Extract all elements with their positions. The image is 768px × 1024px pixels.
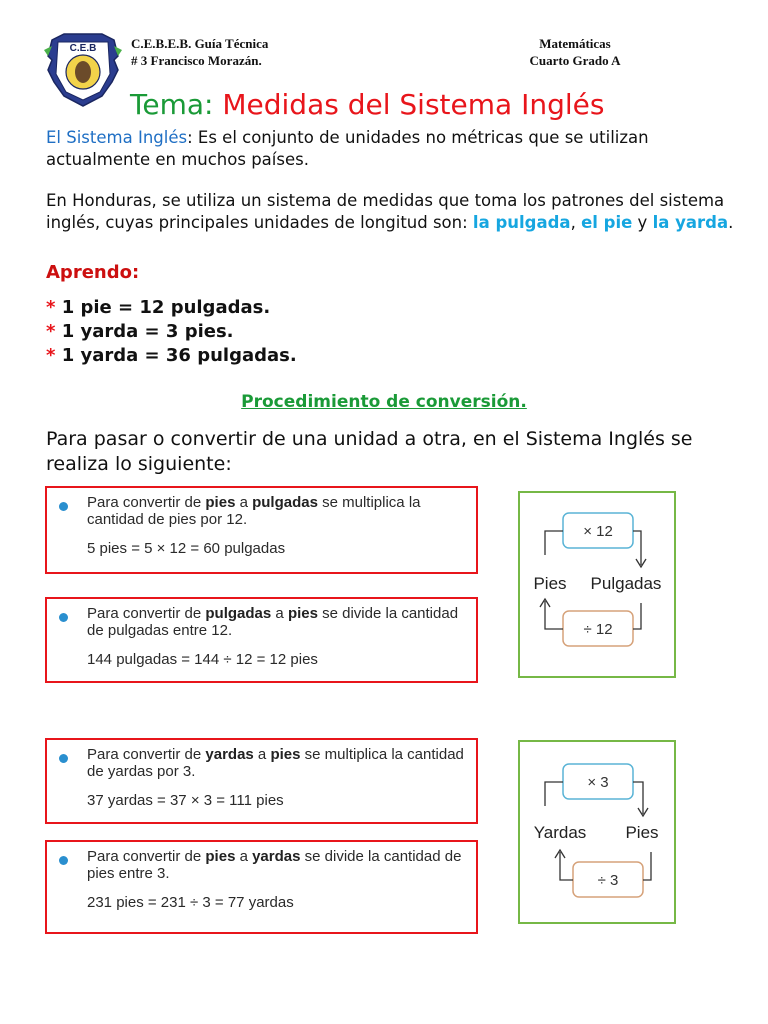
diagram-left-unit: Pies [533,574,567,593]
page-title [130,88,604,121]
bottom-left-arrow [545,601,563,629]
rule-unit-from: pies [205,494,236,511]
rule-mid: a [235,848,253,865]
bottom-right-connector [643,852,651,880]
rule-example: 144 pulgadas = 144 ÷ 12 = 12 pies [87,651,318,668]
rule-text [87,848,466,882]
rule-text [87,494,466,528]
unit-pie: el pie [581,213,633,232]
diagram-svg [520,742,673,921]
bottom-left-arrow [560,852,573,880]
aprendo-heading: Aprendo: [46,262,140,283]
rule-pre: Para convertir de [87,848,206,865]
rule-unit-from: yardas [205,746,254,763]
conversion-diagram-yardas-pies [518,740,676,924]
fact-star: * [46,297,56,318]
rule-text [87,605,466,639]
fact-item [46,296,297,320]
diagram-left-unit: Yardas [533,823,587,842]
definition-term: El Sistema Inglés [46,128,188,147]
rule-post: se multiplica la cantidad de pies por 12. [87,494,421,528]
rule-unit-to: yardas [252,848,301,865]
header-course [520,35,630,69]
fact-text: 1 pie = 12 pulgadas. [61,297,271,318]
title-text: Medidas del Sistema Inglés [222,88,605,121]
header-school-line1: C.E.B.E.B. Guía Técnica [131,36,269,51]
bullet-icon [59,754,68,763]
definition-paragraph [46,127,736,171]
rule-unit-to: pies [287,605,318,622]
bottom-operation-label: ÷ 3 [597,872,619,889]
unit-period: . [728,213,734,232]
diagram-right-unit: Pies [625,823,659,842]
rule-box-pies-pulgadas [45,486,478,574]
rule-post: se divide la cantidad de pies entre 3. [87,848,462,882]
rule-example: 231 pies = 231 ÷ 3 = 77 yardas [87,894,294,911]
rule-mid: a [271,605,288,622]
rule-mid: a [235,494,253,511]
diagram-svg [520,493,673,675]
rule-post: se multiplica la cantidad de yardas por 3. [87,746,464,780]
fact-star: * [46,345,56,366]
procedure-heading: Procedimiento de conversión. [241,392,527,412]
unit-and: y [632,213,653,232]
honduras-paragraph [46,190,736,234]
rule-unit-to: pulgadas [252,494,318,511]
bullet-icon [59,856,68,865]
rule-text [87,746,466,780]
fact-star: * [46,321,56,342]
unit-pulgada: la pulgada [472,213,571,232]
fact-item [46,320,297,344]
rule-post: se divide la cantidad de pulgadas entre 12. [87,605,459,639]
rule-pre: Para convertir de [87,746,206,763]
rule-pre: Para convertir de [87,494,206,511]
top-left-connector [545,531,563,555]
bottom-operation-label: ÷ 12 [583,621,613,638]
bullet-icon [59,613,68,622]
school-logo [44,26,122,108]
rule-pre: Para convertir de [87,605,206,622]
rule-mid: a [253,746,271,763]
header-school [131,35,268,69]
definition-text: : Es el conjunto de unidades no métricas que se utilizan actualmente en muchos países. [46,128,649,169]
procedure-text: Para pasar o convertir de una unidad a otra, en el Sistema Inglés se realiza lo siguiente: [46,428,693,475]
rule-example: 5 pies = 5 × 12 = 60 pulgadas [87,540,286,557]
rule-box-pulgadas-pies [45,597,478,683]
header-grade: Cuarto Grado A [529,53,621,68]
rule-unit-to: pies [270,746,301,763]
bullet-icon [59,502,68,511]
title-prefix: Tema: [130,88,214,121]
honduras-text: En Honduras, se utiliza un sistema de medidas que toma los patrones del sistema inglés, cuyas principales unidades de longitud son: [46,191,725,232]
rule-box-pies-yardas [45,840,478,934]
logo-text: C.E.B [69,43,97,54]
facts-list [46,296,297,368]
unit-yarda: la yarda [652,213,729,232]
rule-unit-from: pulgadas [205,605,272,622]
conversion-diagram-pies-pulgadas [518,491,676,678]
diagram-right-unit: Pulgadas [590,574,662,593]
top-operation-label: × 3 [587,774,609,791]
fact-item [46,344,297,368]
rule-unit-from: pies [205,848,236,865]
fact-text: 1 yarda = 36 pulgadas. [61,345,297,366]
unit-comma: , [570,213,582,232]
header-subject: Matemáticas [539,36,611,51]
rule-example: 37 yardas = 37 × 3 = 111 pies [87,792,284,809]
top-left-connector [545,782,563,806]
bottom-right-connector [633,603,641,629]
top-operation-label: × 12 [583,523,613,540]
header-school-line2: # 3 Francisco Morazán. [131,53,262,68]
fact-text: 1 yarda = 3 pies. [61,321,234,342]
rule-box-yardas-pies [45,738,478,824]
